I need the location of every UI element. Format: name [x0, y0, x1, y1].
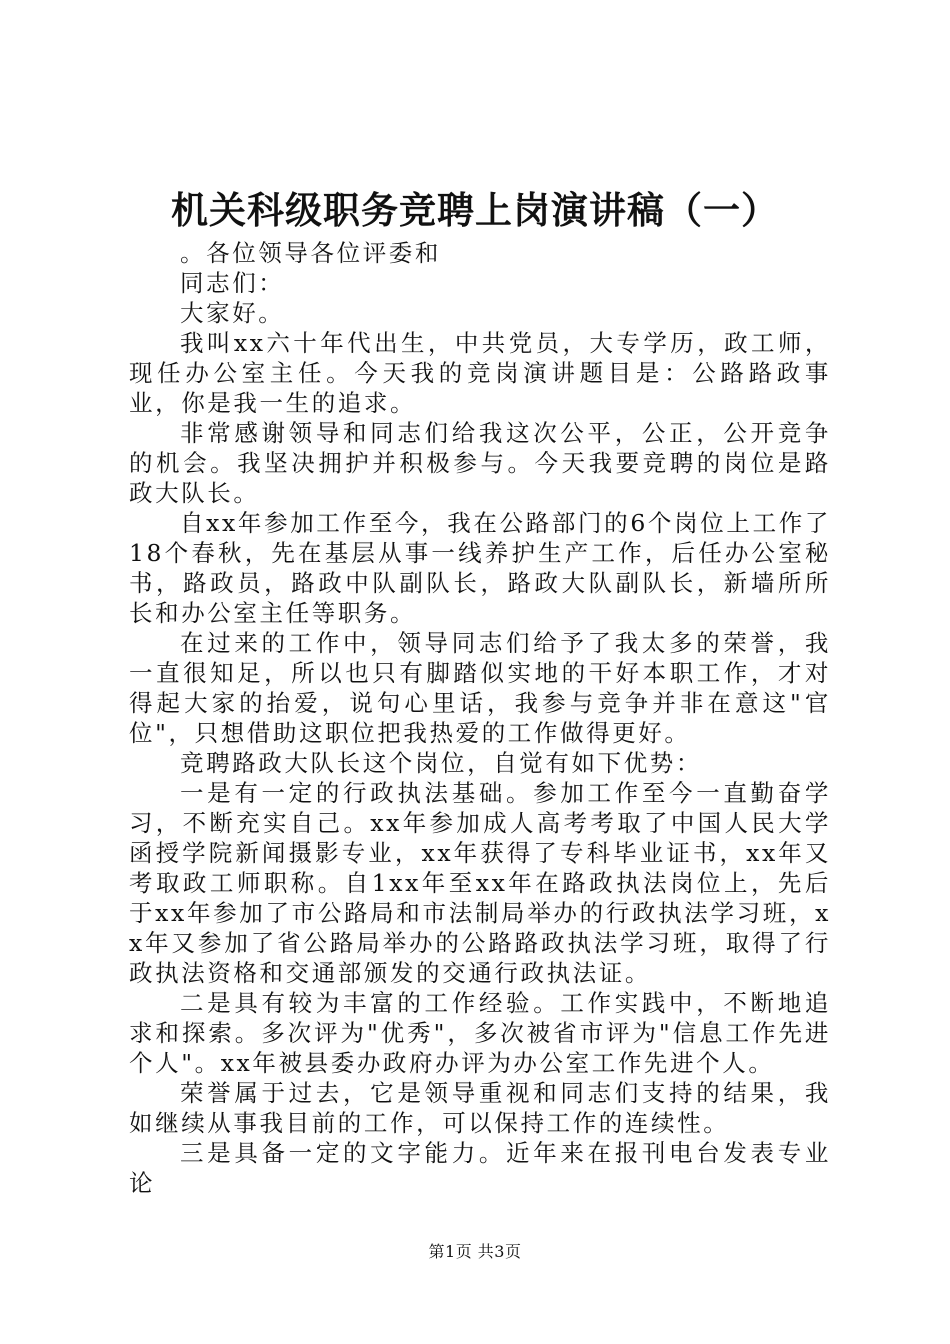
paragraph-advantage-one: 一是有一定的行政执法基础。参加工作至今一直勤奋学习，不断充实自己。xx年参加成人高考考取了中国人民大学函授学院新闻摄影专业，xx年获得了专科毕业证书，xx年又考取政工师职称。自1xx年至xx年在路政执法岗位上，先后于xx年参加了市公路局和市法制局举办的行政执法学习班，xx年又参加了省公路局举办的公路路政执法学习班，取得了行政执法资格和交通部颁发的交通行政执法证。	[129, 779, 831, 987]
paragraph-advantage-two: 二是具有较为丰富的工作经验。工作实践中，不断地追求和探索。多次评为"优秀"，多次被省市评为"信息工作先进个人"。xx年被县委办政府办评为办公室工作先进个人。	[129, 989, 831, 1077]
page-number-footer: 第1页 共3页	[428, 1242, 522, 1261]
document-title: 机关科级职务竞聘上岗演讲稿（一）	[171, 188, 779, 232]
paragraph-honors: 荣誉属于过去，它是领导重视和同志们支持的结果，我如继续从事我目前的工作，可以保持工作的连续性。	[129, 1079, 831, 1137]
paragraph-thanks: 非常感谢领导和同志们给我这次公平，公正，公开竞争的机会。我坚决拥护并积极参与。今天我要竞聘的岗位是路政大队长。	[129, 419, 831, 507]
paragraph-work-history: 自xx年参加工作至今，我在公路部门的6个岗位上工作了18个春秋，先在基层从事一线养护生产工作，后任办公室秘书，路政员，路政中队副队长，路政大队副队长，新墙所所长和办公室主任等职务。	[129, 509, 831, 627]
paragraph-greeting: 大家好。	[180, 299, 285, 327]
paragraph-salutation-comrades: 同志们：	[180, 269, 285, 297]
paragraph-advantage-three: 三是具备一定的文字能力。近年来在报刊电台发表专业论	[129, 1139, 831, 1197]
document-body	[129, 238, 831, 1198]
paragraph-salutation: 。各位领导各位评委和	[180, 239, 441, 267]
paragraph-advantages-intro: 竞聘路政大队长这个岗位，自觉有如下优势：	[180, 749, 702, 777]
paragraph-self-introduction: 我叫xx六十年代出生，中共党员，大专学历，政工师，现任办公室主任。今天我的竞岗演讲题目是：公路路政事业，你是我一生的追求。	[129, 329, 831, 417]
paragraph-motivation: 在过来的工作中，领导同志们给予了我太多的荣誉，我一直很知足，所以也只有脚踏似实地的干好本职工作，才对得起大家的抬爱，说句心里话，我参与竞争并非在意这"官位"，只想借助这职位把我热爱的工作做得更好。	[129, 629, 831, 747]
